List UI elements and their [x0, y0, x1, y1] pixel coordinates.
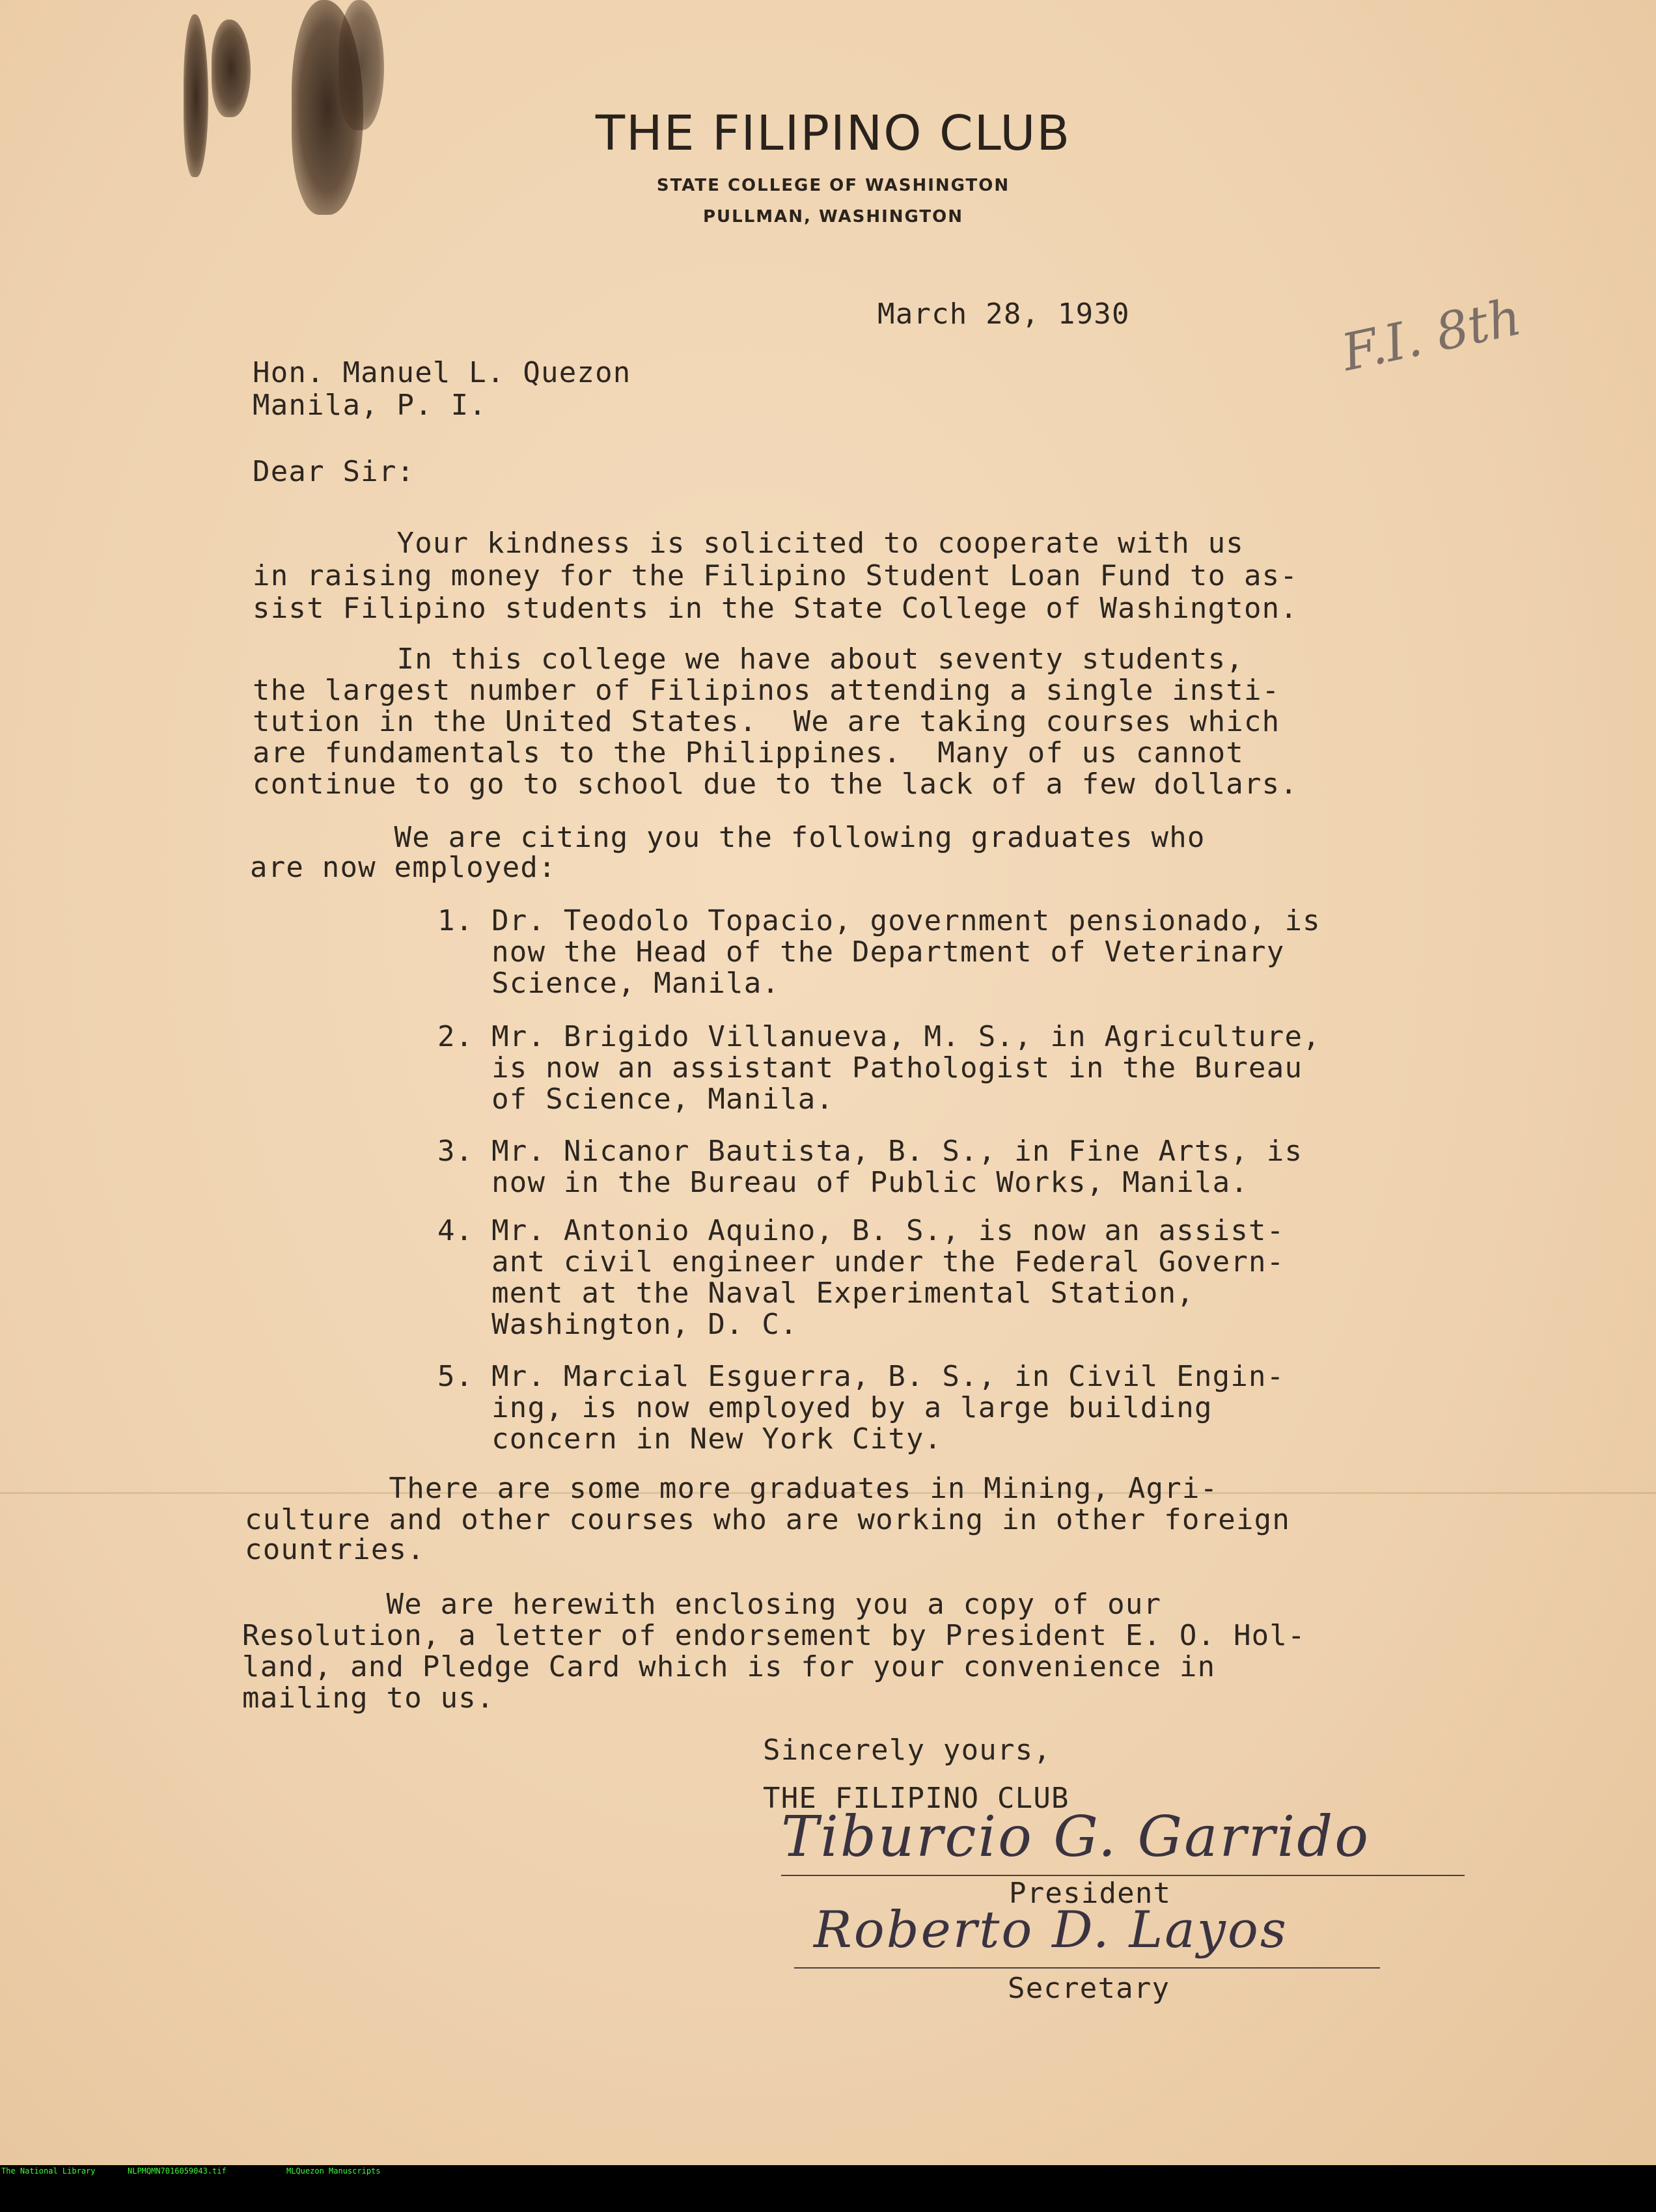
letterhead-title: THE FILIPINO CLUB — [595, 105, 1071, 161]
list-item: Science, Manila. — [437, 967, 780, 1000]
list-item: 2. Mr. Brigido Villanueva, M. S., in Agriculture, — [437, 1020, 1321, 1053]
letterhead-college: STATE COLLEGE OF WASHINGTON — [656, 176, 1010, 195]
paragraph-line: Your kindness is solicited to cooperate with us — [253, 527, 1244, 560]
signature-president: Tiburcio G. Garrido — [781, 1804, 1371, 1870]
paragraph-line: culture and other courses who are working in other foreign — [245, 1503, 1291, 1536]
paragraph-line: We are herewith enclosing you a copy of our — [242, 1588, 1162, 1621]
list-item: concern in New York City. — [437, 1422, 943, 1456]
list-item: ant civil engineer under the Federal Govern- — [437, 1245, 1285, 1279]
list-item: of Science, Manila. — [437, 1083, 835, 1116]
list-item: is now an assistant Pathologist in the Bureau — [437, 1051, 1303, 1085]
title-secretary: Secretary — [1008, 1972, 1170, 2005]
addressee-location: Manila, P. I. — [253, 389, 487, 422]
list-item: 4. Mr. Antonio Aquino, B. S., is now an assist- — [437, 1214, 1285, 1247]
salutation: Dear Sir: — [253, 455, 415, 488]
paragraph-line: sist Filipino students in the State College of Washington. — [253, 592, 1299, 625]
paragraph-line: There are some more graduates in Mining, Agri- — [245, 1472, 1219, 1505]
paragraph-line: We are citing you the following graduates who — [250, 821, 1206, 854]
list-item: now the Head of the Department of Veterinary — [437, 935, 1285, 969]
paragraph-line: In this college we have about seventy students, — [253, 643, 1244, 676]
title-president: President — [1009, 1877, 1172, 1910]
paragraph-line: mailing to us. — [242, 1681, 495, 1715]
footer-collection: MLQuezon Manuscripts — [286, 2166, 381, 2176]
paragraph-line: countries. — [245, 1533, 425, 1566]
signature-line — [794, 1967, 1380, 1969]
paragraph-line: tution in the United States. We are taking courses which — [253, 705, 1280, 738]
letter-date: March 28, 1930 — [877, 297, 1130, 331]
addressee-name: Hon. Manuel L. Quezon — [253, 356, 631, 389]
list-item: Washington, D. C. — [437, 1308, 798, 1341]
footer-library: The National Library — [1, 2166, 96, 2176]
list-item: 3. Mr. Nicanor Bautista, B. S., in Fine Arts, is — [437, 1135, 1303, 1168]
closing-org: THE FILIPINO CLUB — [763, 1782, 1070, 1815]
signature-line — [781, 1875, 1465, 1876]
list-item: 5. Mr. Marcial Esguerra, B. S., in Civil Engin- — [437, 1360, 1285, 1393]
paragraph-line: the largest number of Filipinos attending a single insti- — [253, 674, 1280, 707]
paragraph-line: continue to go to school due to the lack of a few dollars. — [253, 767, 1299, 801]
list-item: ment at the Naval Experimental Station, — [437, 1277, 1194, 1310]
footer-filename: NLPMQMN7016059043.tif — [128, 2166, 227, 2176]
scan-footer — [0, 2165, 1656, 2177]
letterhead-city: PULLMAN, WASHINGTON — [702, 207, 964, 227]
paragraph-line: Resolution, a letter of endorsement by President E. O. Hol- — [242, 1619, 1306, 1652]
ink-stain — [212, 20, 251, 117]
list-item: 1. Dr. Teodolo Topacio, government pensionado, is — [437, 904, 1321, 937]
list-item: ing, is now employed by a large building — [437, 1391, 1213, 1424]
paragraph-line: land, and Pledge Card which is for your convenience in — [242, 1650, 1216, 1683]
list-item: now in the Bureau of Public Works, Manila. — [437, 1166, 1249, 1199]
signature-secretary: Roberto D. Layos — [814, 1901, 1288, 1959]
margin-note: F.I. 8th — [1336, 288, 1526, 383]
closing: Sincerely yours, — [763, 1734, 1052, 1767]
paragraph-line: are now employed: — [250, 851, 557, 884]
paragraph-line: are fundamentals to the Philippines. Many of us cannot — [253, 736, 1244, 769]
paragraph-line: in raising money for the Filipino Student Loan Fund to as- — [253, 559, 1299, 592]
